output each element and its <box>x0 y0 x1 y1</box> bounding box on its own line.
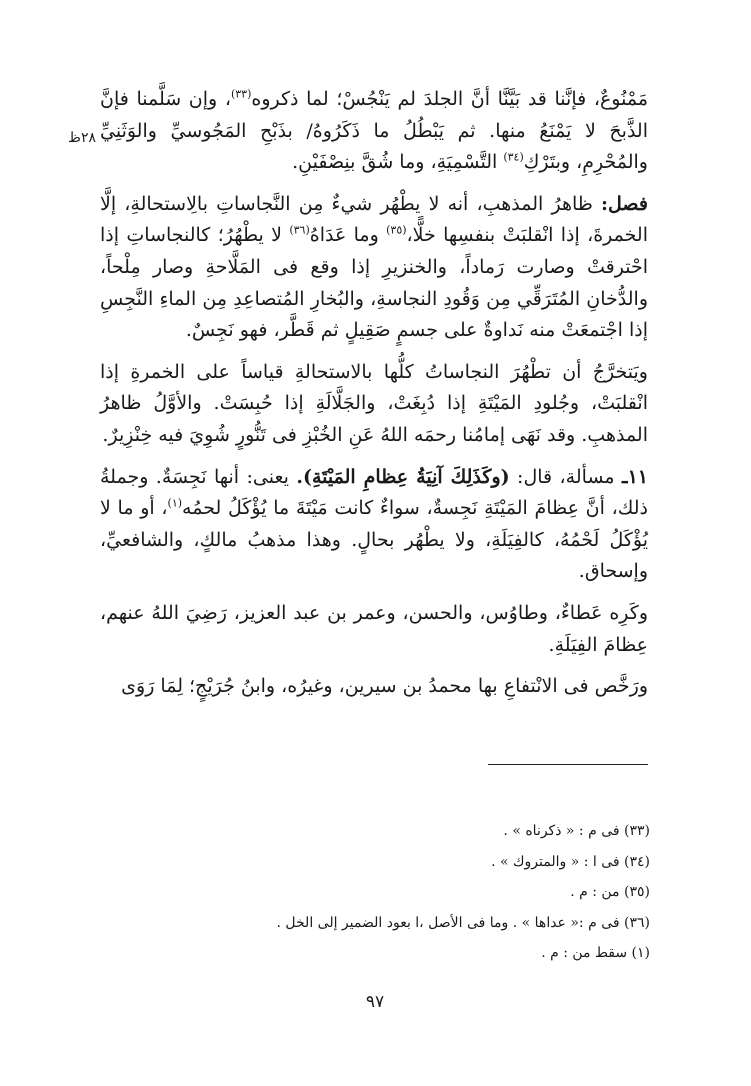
text-run: يعنى: أنها نَجِسَةٌ. وجملةُ ذلك، أنَّ عِظامَ المَيْتَةِ نَجِسةٌ، سواءٌ كانت مَيْتَةَ ما يُؤْكَلُ لحمُه <box>100 465 649 520</box>
main-text <box>100 84 648 713</box>
footnote-marker: (٣٤) <box>503 150 524 164</box>
footnote-marker: (٣٥) <box>386 224 407 238</box>
text-run: ، أو ما لا يُؤْكَلُ لَحْمُهُ، كالفِيَلَةِ، ولا يطْهُر بحالٍ. وهذا مذهبُ مالكٍ، والشافعيِّ، وإسحاق. <box>100 497 648 583</box>
footnote: (٣٥) من : م . <box>570 884 650 901</box>
text-run: ورَخَّص فى الانْتفاعِ بها محمدُ بن سيرين، وغيرُه، وابنُ جُرَيْجٍ؛ لِمَا رَوَى <box>121 675 648 698</box>
text-run: مسألة، قال: <box>509 465 622 488</box>
manuscript-folio-note: ٢٨ظ <box>68 130 96 146</box>
footnote-marker: (٣٦) <box>289 224 310 238</box>
bold-heading-text: فصل: <box>601 192 648 215</box>
bold-heading-text: (وكَذَلِكَ آنِيَةُ عِظامِ المَيْتَةِ). <box>296 465 510 488</box>
footnote: (١) سقط من : م . <box>541 945 650 962</box>
page-number: ٩٧ <box>365 992 385 1012</box>
bold-heading-text: ١١ـ <box>622 465 648 488</box>
footnote-marker: (٣٣) <box>230 87 252 101</box>
footnote: (٣٤) فى ا : « والمتروك » . <box>491 853 650 870</box>
footnote-marker: (١) <box>167 496 183 510</box>
paragraph <box>100 671 648 703</box>
text-run: لا يطْهُرُ؛ كالنجاساتِ إذا احْترقتْ وصارت رَماداً، والخنزيرِ إذا وقع فى المَلَّاحةِ وصار مِلْحاً، والدُّخانِ المُتَرَقِّي مِن وَقُودِ النجاسةِ، والبُخارِ المُتصاعِدِ مِن الماءِ النَّجِسِ إذا اجْتمعَتْ منه نَداوةٌ على جسمٍ صَقِيلٍ ثم قَطَّر، فهو نَجِسٌ. <box>100 224 648 342</box>
text-run: وكَرِه عَطاءٌ، وطاوُس، والحسن، وعمر بن عبد العزيز، رَضِيَ اللهُ عنهم، عِظامَ الفِيَلَةِ. <box>100 601 648 656</box>
footnotes <box>160 816 650 969</box>
text-run: مَمْنُوعٌ، فإنَّنا قد بَيَّنَّا أنَّ الجلدَ لم يَنْجُسْ؛ لما ذكروه <box>251 88 648 110</box>
paragraph <box>100 462 648 588</box>
paragraph <box>100 189 648 347</box>
text-run: ويَتخرَّجُ أن تطْهُرَ النجاساتُ كلُّها بالاستحالةِ قياساً على الخمرةِ إذا انْقلبَتْ، وجُلودِ المَيْتَةِ إذا دُبِغَتْ، والجَلَّالَةِ إذا حُبِسَتْ. والأوَّلُ ظاهرُ المذهبِ. وقد نَهَى إمامُنا رحمَه اللهُ عَنِ الخُبْزِ فى تَنُّورٍ شُوِيَ فيه خِنْزِيرٌ. <box>100 360 648 446</box>
footnote: (٣٦) فى م :« عداها » . وما فى الأصل ،ا بعود الضمير إلى الخل . <box>276 914 650 931</box>
text-run: التَّسْمِيَةِ، وما شُقَّ بنِصْفَيْنِ. <box>292 151 504 174</box>
footnote-separator <box>488 764 648 765</box>
paragraph <box>100 598 648 661</box>
text-run: وما عَدَاهُ <box>309 224 387 247</box>
paragraph <box>100 84 648 179</box>
text-run: ، وإن سَلَّمنا فإنَّ الذَّبحَ لا يَمْنَعُ منها. ثم يَبْطُلُ ما ذَكَرُوهُ/ بذَبْحِ المَجُوسيِّ والوَثَنِيِّ والمُحْرِمِ، وبتَرْكِ <box>100 88 648 174</box>
text-run: ظاهرُ المذهبِ، أنه لا يطْهُر شيءٌ مِن النَّجاساتِ بالِاستحالةِ، إلَّا الخمرةَ، إذا انْقلبَتْ بنفسِها خلًّا، <box>100 192 648 247</box>
footnote: (٣٣) فى م : « ذكرناه » . <box>503 823 650 839</box>
paragraph <box>100 357 648 452</box>
